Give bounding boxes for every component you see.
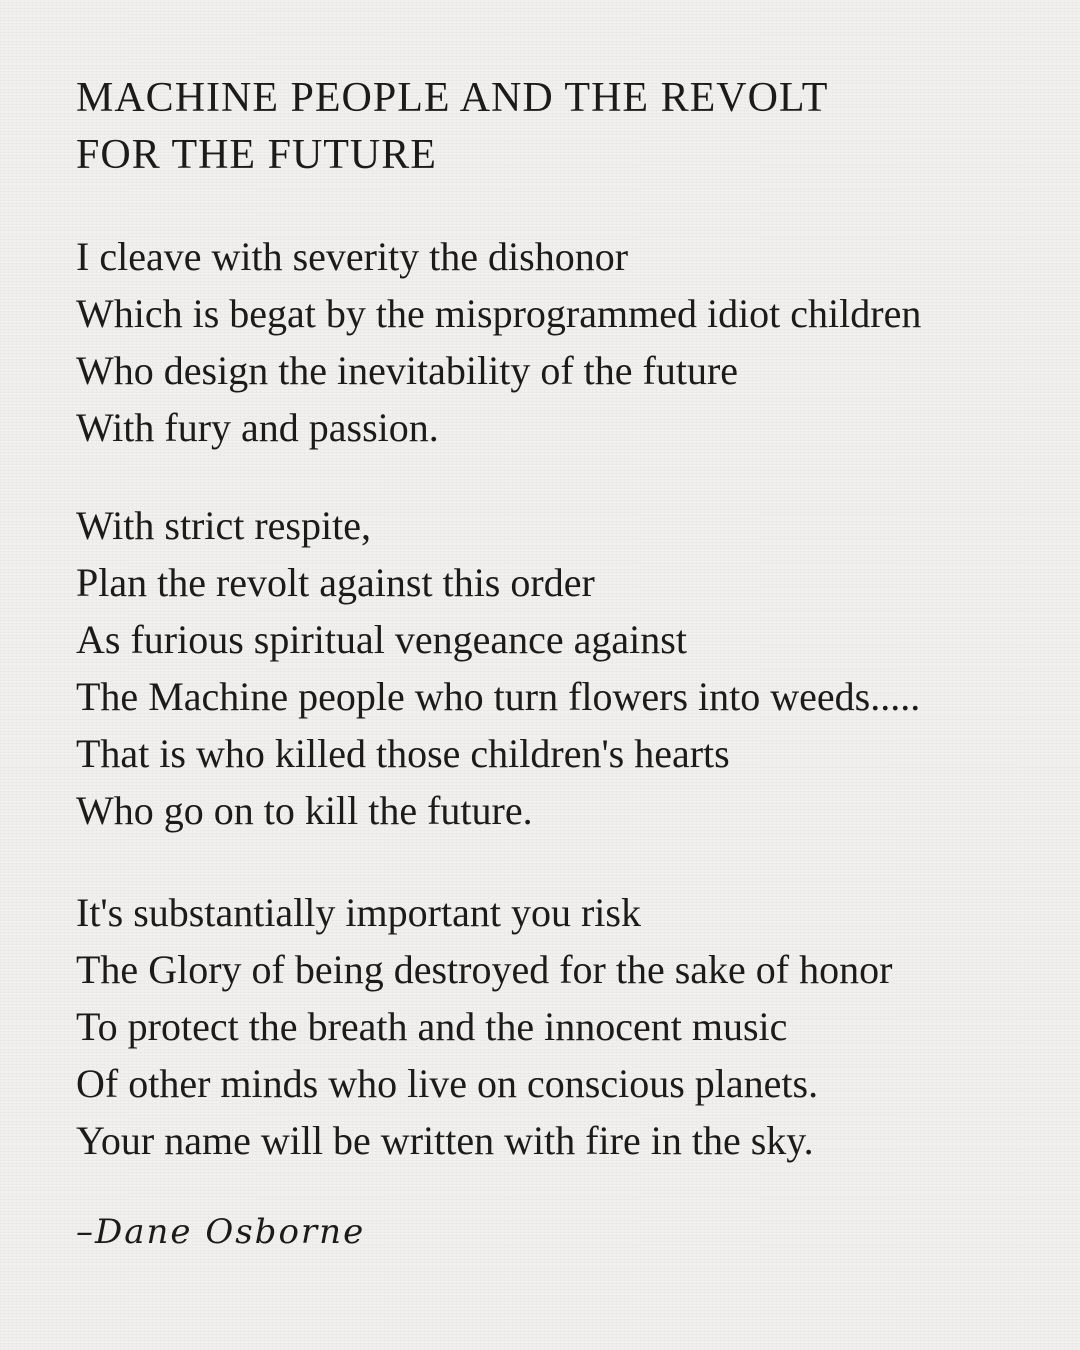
poem-title — [76, 70, 1016, 184]
poem-line: The Glory of being destroyed for the sake of honor — [76, 947, 893, 992]
poem-line: With strict respite, — [76, 503, 371, 548]
stanza-3 — [76, 884, 1036, 1169]
poem-line: Who design the inevitability of the future — [76, 348, 739, 393]
poem-line: Who go on to kill the future. — [76, 788, 533, 833]
poem-line: I cleave with severity the dishonor — [76, 234, 629, 279]
poem-line: Plan the revolt against this order — [76, 560, 595, 605]
author-signature: –Dane Osborne — [76, 1212, 366, 1252]
poem-title-line: MACHINE PEOPLE AND THE REVOLT — [76, 75, 829, 121]
poem-line: As furious spiritual vengeance against — [76, 617, 687, 662]
poem-line: With fury and passion. — [76, 405, 439, 450]
poem-line: Your name will be written with fire in the sky. — [76, 1118, 814, 1163]
poem-title-line: FOR THE FUTURE — [76, 132, 437, 178]
poem-line: To protect the breath and the innocent music — [76, 1004, 788, 1049]
poem-line: Which is begat by the misprogrammed idiot children — [76, 291, 922, 336]
poem-line: Of other minds who live on conscious planets. — [76, 1061, 819, 1106]
poem-line: It's substantially important you risk — [76, 890, 641, 935]
stanza-1 — [76, 228, 1036, 456]
stanza-2 — [76, 497, 1036, 839]
poem-line: The Machine people who turn flowers into weeds..... — [76, 674, 921, 719]
poem-line: That is who killed those children's hearts — [76, 731, 730, 776]
